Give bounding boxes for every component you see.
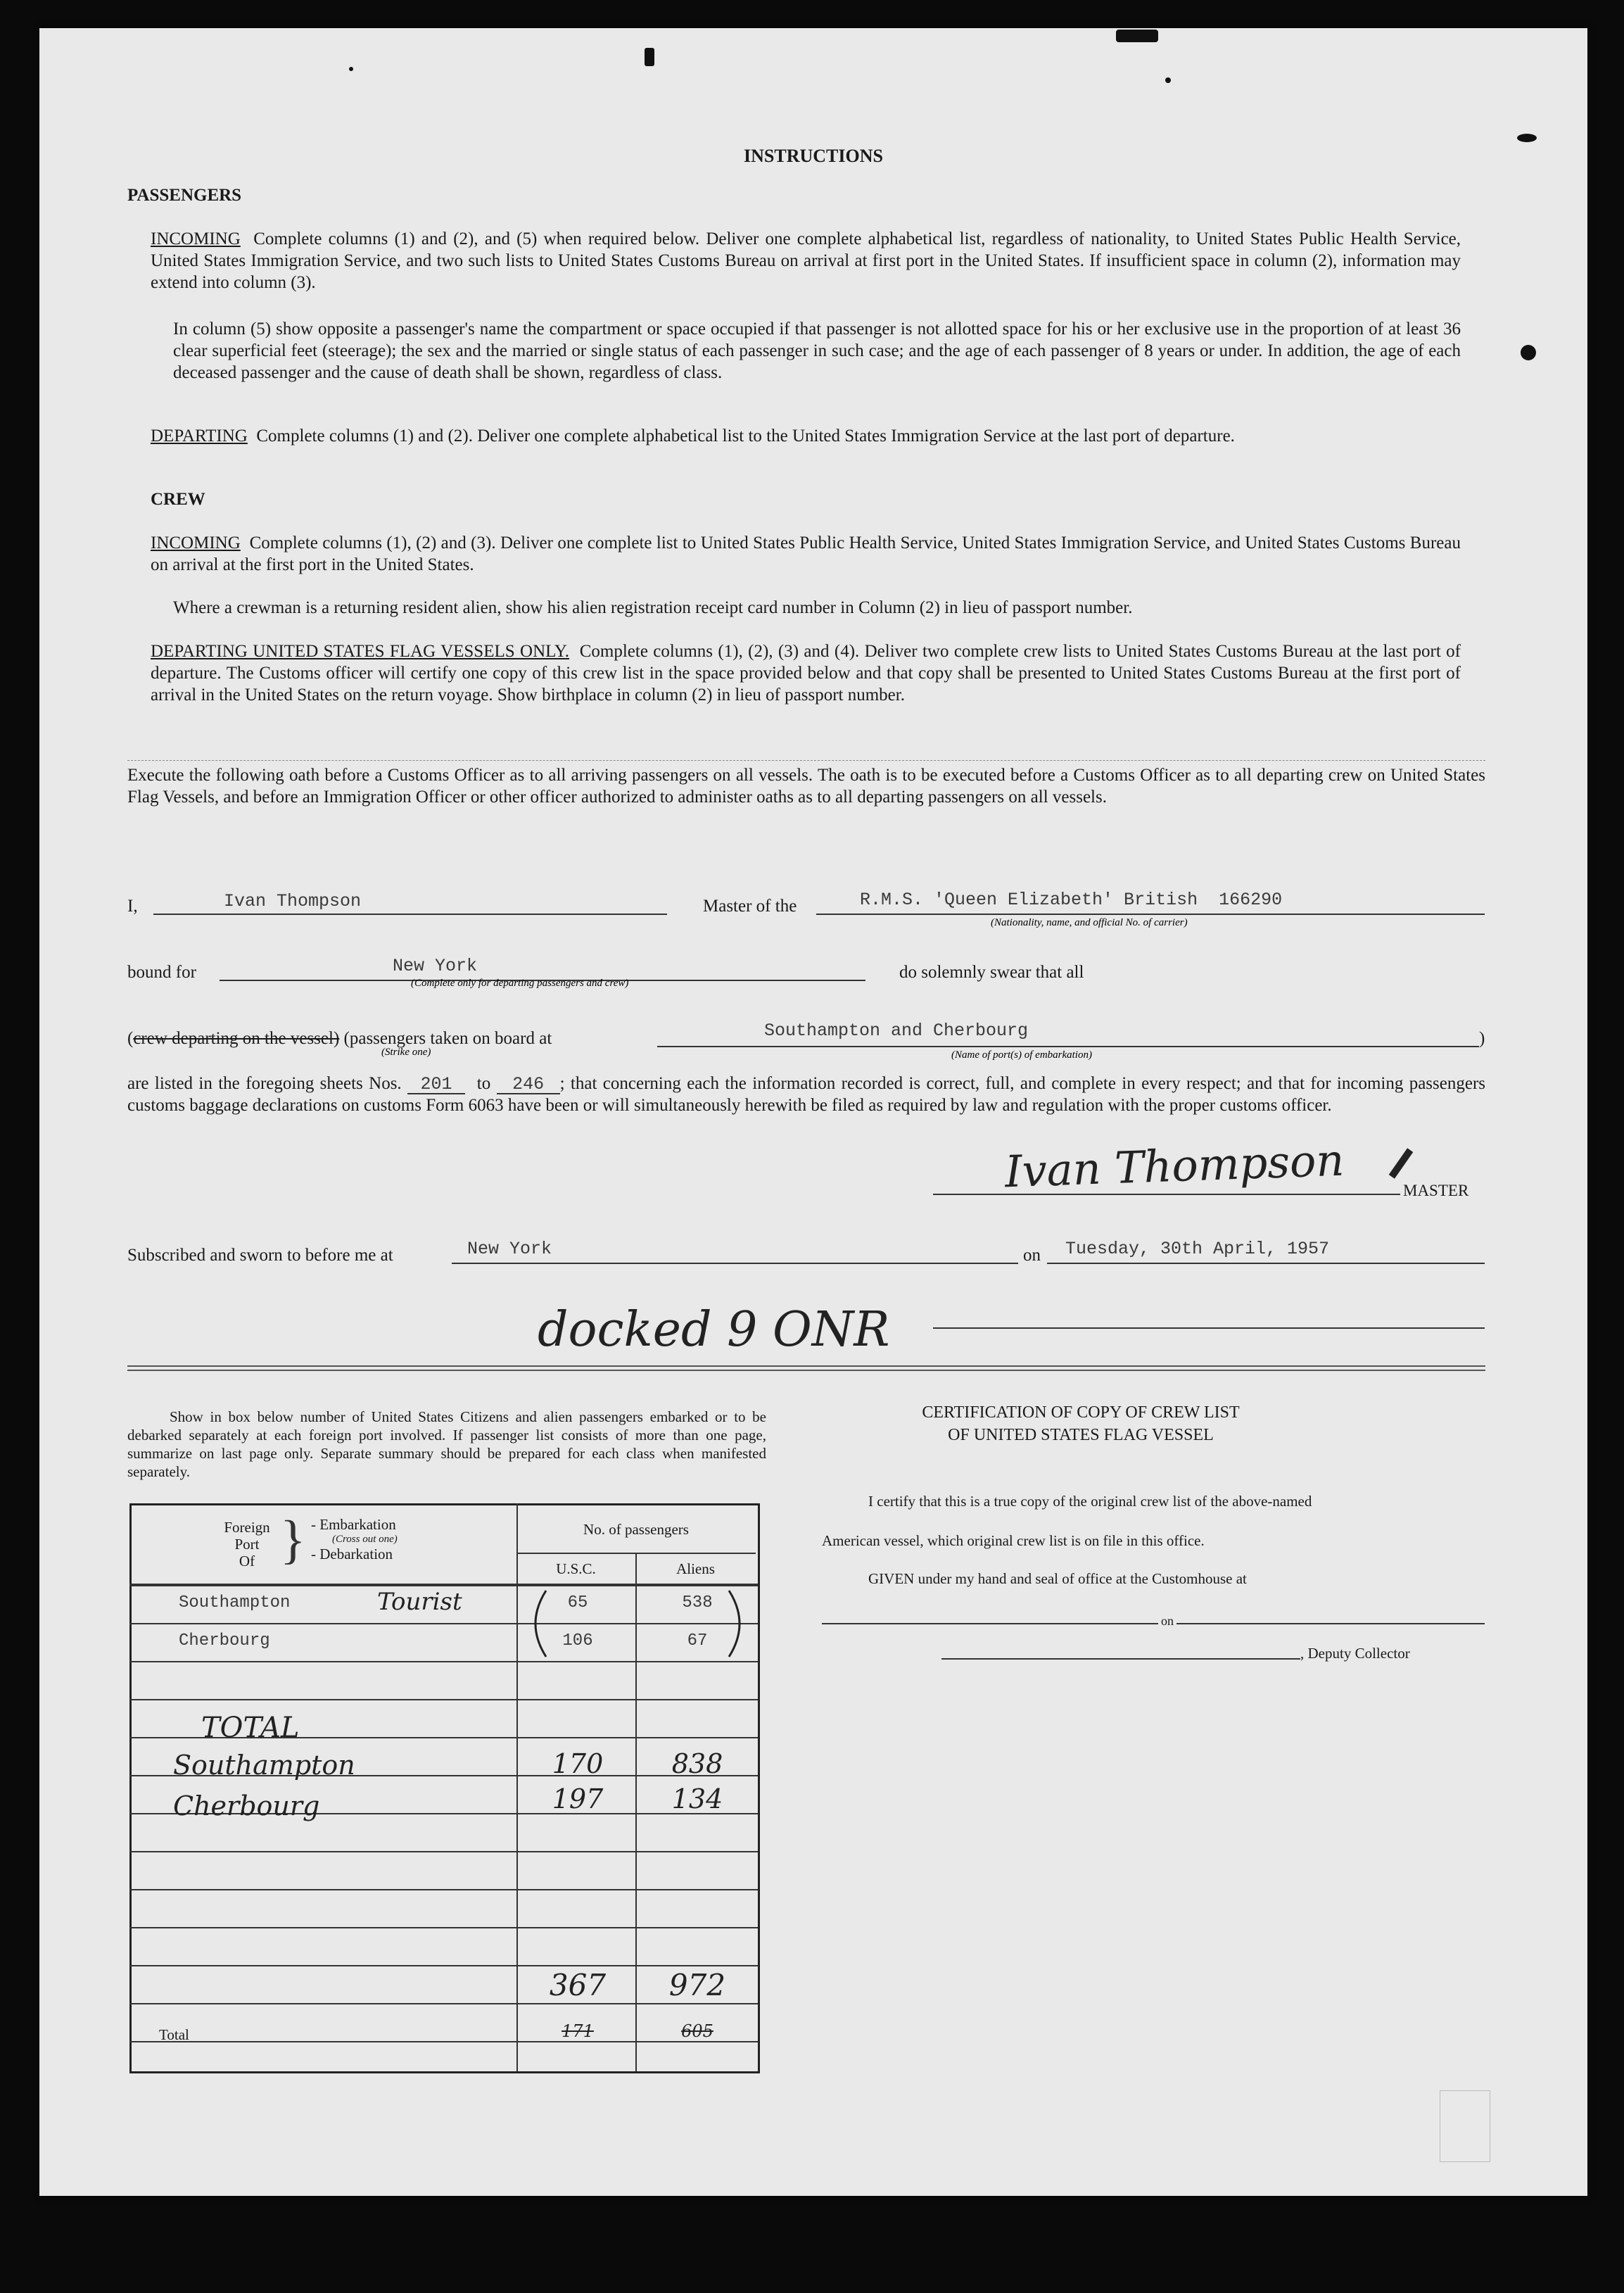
master-name[interactable]: Ivan Thompson <box>224 891 362 911</box>
ports-line <box>657 1046 1479 1047</box>
flag-vessel-text: Complete columns (1), (2), (3) and (4). Deliver two complete crew lists to United States Customs Bureau at the last port of departure. The Customs officer will certify one copy of this crew list in the space provided below and that copy shall be presented to United States Customs Bureau at the first port of arrival in the United States on the return voyage. Show birthplace in column (2) in lieu of passport number. <box>151 642 1461 705</box>
scan-artifact <box>1116 30 1158 42</box>
subscribed-label: Subscribed and sworn to before me at <box>127 1246 393 1265</box>
row-line <box>129 1927 758 1928</box>
summary-instructions: Show in box below number of United States Citizens and alien passengers embarked or to be debarked separately at each foreign port involved. If passenger list consists of more than one page, summarize on last page only. Separate summary should be prepared for each class when manifested separately. <box>127 1408 766 1480</box>
master-label: MASTER <box>1403 1182 1469 1199</box>
row-usc: 106 <box>562 1631 593 1650</box>
header-embark: - Embarkation <box>311 1516 396 1533</box>
scan-artifact <box>1165 77 1171 83</box>
passengers-taken-label: (passengers taken on board at <box>343 1029 552 1048</box>
row-line <box>129 2041 758 2042</box>
total-row-port: Southampton <box>173 1750 355 1781</box>
flag-vessel-label: DEPARTING UNITED STATES FLAG VESSELS ONLY. <box>151 642 569 661</box>
crewman-instructions: Where a crewman is a returning resident alien, show his alien registration receipt card number in Column (2) in lieu of passport number. <box>173 598 1133 617</box>
incoming-instructions <box>151 228 1461 293</box>
scan-artifact <box>1517 134 1537 142</box>
total-row-usc: 197 <box>552 1783 604 1814</box>
column5-instructions: In column (5) show opposite a passenger's name the compartment or space occupied if that passenger is not allotted space for his or her exclusive use in the proportion of at least 36 clear superficial feet (steerage); the sex and the married or single status of each passenger in such case; and the age of each passenger of 8 years or under. In addition, the age of each deceased passenger and the cause of death shall be shown, regardless of class. <box>173 320 1461 382</box>
listed-label: are listed in the foregoing sheets Nos. <box>127 1074 402 1093</box>
total-label: Total <box>159 2026 189 2043</box>
departing-instructions <box>151 425 1461 447</box>
row-port: Cherbourg <box>179 1631 270 1650</box>
crew-incoming-instructions <box>151 532 1461 576</box>
struck-aliens: 605 <box>681 2021 713 2041</box>
signature-mark <box>1389 1148 1414 1178</box>
certify-text-2: American vessel, which original crew list is on file in this office. <box>822 1532 1205 1549</box>
grand-total-usc: 367 <box>549 1968 607 2002</box>
sheets-statement <box>127 1073 1485 1116</box>
close-paren: ) <box>1479 1029 1485 1048</box>
cert-on-label: on <box>1158 1612 1176 1630</box>
table-header-sub <box>516 1553 756 1554</box>
sworn-place-line <box>452 1263 1018 1264</box>
header-aliens: Aliens <box>676 1560 715 1577</box>
bound-for-value[interactable]: New York <box>393 956 478 976</box>
master-name-line <box>153 914 667 915</box>
struck-usc: 171 <box>562 2021 594 2041</box>
faint-stamp-box <box>1440 2090 1490 2162</box>
given-text: GIVEN under my hand and seal of office at the Customhouse at <box>868 1570 1247 1587</box>
divider <box>127 760 1485 761</box>
tourist-note: Tourist <box>377 1588 462 1616</box>
row-line <box>129 1889 758 1890</box>
listed-rest: ; that concerning each the information recorded is correct, full, and complete in every respect; and that for incoming passengers customs baggage declarations on customs Form 6063 have been or will simultaneously herewith be filed as required by law and regulation with the proper customs officer. <box>127 1074 1486 1115</box>
header-embark-debark <box>311 1516 398 1562</box>
departing-label: DEPARTING <box>151 427 248 446</box>
incoming-text: Complete columns (1) and (2), and (5) when required below. Deliver one complete alphabetical list, regardless of nationality, to United States Public Health Service, United States Immigration Service, and two such lists to United States Customs Bureau on arrival at first port in the United States. If insufficient space in column (2), information may extend into column (3). <box>151 229 1461 292</box>
certification-title-2: OF UNITED STATES FLAG VESSEL <box>948 1426 1214 1444</box>
to-label: to <box>476 1074 491 1093</box>
header-usc: U.S.C. <box>556 1560 596 1577</box>
document-page <box>39 28 1587 2196</box>
total-row-aliens: 134 <box>671 1783 723 1814</box>
customhouse-line[interactable] <box>822 1623 1485 1624</box>
bound-for-label: bound for <box>127 963 196 982</box>
total-row-usc: 170 <box>552 1748 604 1779</box>
row-port: Southampton <box>179 1593 291 1612</box>
extra-line <box>933 1327 1485 1329</box>
deputy-collector-label: , Deputy Collector <box>1300 1645 1410 1662</box>
crew-incoming-label: INCOMING <box>151 533 241 552</box>
grand-total-aliens: 972 <box>668 1968 726 2002</box>
certify-text: I certify that this is a true copy of the original crew list of the above-named <box>868 1493 1312 1510</box>
swear-label: do solemnly swear that all <box>899 963 1084 982</box>
row-line <box>129 1699 758 1700</box>
scan-artifact <box>349 67 353 71</box>
row-aliens: 67 <box>687 1631 708 1650</box>
header-cross: (Cross out one) <box>332 1534 398 1545</box>
header-port: Port <box>234 1536 260 1553</box>
signature-line <box>933 1194 1400 1195</box>
header-passengers: No. of passengers <box>583 1521 689 1538</box>
i-label: I, <box>127 897 138 916</box>
passengers-heading: PASSENGERS <box>127 186 242 205</box>
row-aliens: 538 <box>682 1593 713 1612</box>
row-line <box>129 1851 758 1852</box>
crew-incoming-text: Complete columns (1), (2) and (3). Deliver one complete list to United States Public Health Service, United States Immigration Service, and United States Customs Bureau on arrival at the first port in the United States. <box>151 533 1461 574</box>
master-of-label: Master of the <box>703 897 797 916</box>
vessel-name[interactable]: R.M.S. 'Queen Elizabeth' British 166290 <box>860 890 1283 910</box>
vessel-caption: (Nationality, name, and official No. of carrier) <box>991 917 1188 928</box>
ports-caption: (Name of port(s) of embarkation) <box>951 1049 1092 1061</box>
header-foreign: Foreign <box>224 1519 270 1536</box>
header-brace: } <box>280 1510 306 1569</box>
open-paren: ( <box>127 1029 134 1048</box>
bound-for-caption: (Complete only for departing passengers and crew) <box>411 978 629 989</box>
certification-title-1: CERTIFICATION OF COPY OF CREW LIST <box>922 1403 1240 1422</box>
scan-artifact <box>645 48 654 66</box>
departing-text: Complete columns (1) and (2). Deliver one complete alphabetical list to the United States Immigration Service at the last port of departure. <box>256 427 1235 446</box>
row-line <box>129 1965 758 1966</box>
oath-intro: Execute the following oath before a Customs Officer as to all arriving passengers on all vessels. The oath is to be executed before a Customs Officer as to all departing crew on United States Flag Vessels, and before an Immigration Officer or other officer authorized to administer oaths as to all departing passengers on all vessels. <box>127 766 1485 807</box>
vessel-line <box>816 914 1485 915</box>
section-divider <box>127 1365 1485 1367</box>
total-heading: TOTAL <box>201 1712 300 1744</box>
crew-departing-struck: crew departing on the vessel) <box>133 1029 340 1048</box>
sworn-date[interactable]: Tuesday, 30th April, 1957 <box>1065 1239 1330 1259</box>
header-of: Of <box>239 1553 255 1569</box>
sworn-date-line <box>1047 1263 1485 1264</box>
bracket-marks <box>518 1585 757 1662</box>
strike-choice <box>127 1028 552 1049</box>
row-line <box>129 2003 758 2004</box>
crew-heading: CREW <box>151 490 205 509</box>
sheet-to[interactable]: 246 <box>497 1076 560 1094</box>
master-signature: Ivan Thompson <box>1003 1134 1345 1198</box>
total-row-aliens: 838 <box>671 1748 723 1779</box>
docked-note: docked 9 ONR <box>538 1302 890 1358</box>
sworn-place[interactable]: New York <box>467 1239 552 1259</box>
instructions-title: INSTRUCTIONS <box>744 146 883 166</box>
total-row-port: Cherbourg <box>173 1790 320 1821</box>
sworn-on-label: on <box>1023 1246 1041 1265</box>
scan-artifact <box>1521 345 1536 360</box>
flag-vessel-instructions <box>151 640 1461 706</box>
deputy-collector-line[interactable] <box>941 1658 1300 1660</box>
strike-caption: (Strike one) <box>381 1047 431 1058</box>
incoming-label: INCOMING <box>151 229 241 248</box>
sheet-from[interactable]: 201 <box>407 1076 465 1094</box>
ports-value[interactable]: Southampton and Cherbourg <box>764 1021 1029 1041</box>
header-debark: - Debarkation <box>311 1546 393 1562</box>
header-foreign-port <box>215 1519 279 1569</box>
section-divider-2 <box>127 1370 1485 1371</box>
row-usc: 65 <box>567 1593 588 1612</box>
